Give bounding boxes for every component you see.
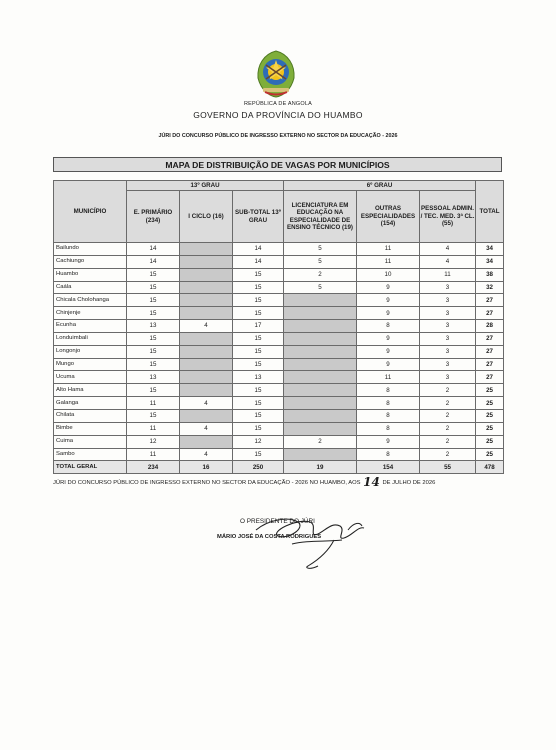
cell-i-ciclo	[180, 435, 233, 448]
cell-e-primario: 11	[127, 448, 180, 461]
cell-e-primario: 12	[127, 435, 180, 448]
cell-licenciatura	[284, 294, 357, 307]
cell-sub-total: 15	[233, 307, 284, 320]
cell-outras: 9	[357, 345, 420, 358]
header-i-ciclo: I CICLO (16)	[180, 191, 233, 243]
cell-outras: 9	[357, 435, 420, 448]
cell-i-ciclo: 4	[180, 397, 233, 410]
cell-e-primario: 13	[127, 371, 180, 384]
cell-outras: 9	[357, 358, 420, 371]
cell-pessoal: 2	[420, 397, 476, 410]
cell-total: 34	[476, 243, 504, 256]
cell-municipio: Chinjenje	[54, 307, 127, 320]
cell-total: 32	[476, 281, 504, 294]
cell-total: 27	[476, 345, 504, 358]
vacancies-table	[53, 180, 504, 474]
cell-municipio: Huambo	[54, 268, 127, 281]
cell-licenciatura	[284, 345, 357, 358]
cell-e-primario: 13	[127, 320, 180, 333]
cell-municipio: Cuima	[54, 435, 127, 448]
cell-licenciatura	[284, 320, 357, 333]
cell-sub-total: 15	[233, 268, 284, 281]
cell-e-primario: 14	[127, 243, 180, 256]
footer-line	[53, 475, 435, 489]
cell-licenciatura: 5	[284, 281, 357, 294]
cell-outras: 8	[357, 320, 420, 333]
table-row	[54, 422, 504, 435]
cell-outras: 8	[357, 448, 420, 461]
cell-licenciatura: 5	[284, 255, 357, 268]
cell-e-primario: 15	[127, 294, 180, 307]
cell-e-primario: 15	[127, 268, 180, 281]
footer-prefix: JÚRI DO CONCURSO PÚBLICO DE INGRESSO EXTERNO NO SECTOR DA EDUCAÇÃO - 2026 NO HUAMBO, AOS	[53, 480, 361, 486]
cell-municipio: Ucuma	[54, 371, 127, 384]
cell-outras: 9	[357, 281, 420, 294]
cell-e-primario: 11	[127, 422, 180, 435]
table-row	[54, 307, 504, 320]
cell-i-ciclo	[180, 371, 233, 384]
cell-sub-total: 17	[233, 320, 284, 333]
cell-pessoal: 2	[420, 422, 476, 435]
cell-licenciatura: 19	[284, 461, 357, 474]
table-row	[54, 281, 504, 294]
cell-i-ciclo	[180, 332, 233, 345]
cell-sub-total: 250	[233, 461, 284, 474]
cell-sub-total: 15	[233, 294, 284, 307]
cell-i-ciclo	[180, 345, 233, 358]
cell-sub-total: 15	[233, 384, 284, 397]
cell-i-ciclo	[180, 384, 233, 397]
cell-total: 38	[476, 268, 504, 281]
cell-e-primario: 15	[127, 307, 180, 320]
table-row	[54, 320, 504, 333]
cell-municipio: Mungo	[54, 358, 127, 371]
cell-outras: 11	[357, 255, 420, 268]
cell-total: 25	[476, 409, 504, 422]
cell-total: 27	[476, 307, 504, 320]
cell-municipio: Cachiungo	[54, 255, 127, 268]
cell-i-ciclo	[180, 243, 233, 256]
cell-pessoal: 3	[420, 307, 476, 320]
cell-licenciatura	[284, 307, 357, 320]
table-row	[54, 268, 504, 281]
cell-total: 25	[476, 422, 504, 435]
table-row	[54, 243, 504, 256]
cell-total: 478	[476, 461, 504, 474]
cell-sub-total: 15	[233, 358, 284, 371]
cell-sub-total: 15	[233, 397, 284, 410]
cell-total: 25	[476, 397, 504, 410]
cell-sub-total: 15	[233, 422, 284, 435]
cell-i-ciclo	[180, 255, 233, 268]
cell-total: 27	[476, 371, 504, 384]
cell-e-primario: 234	[127, 461, 180, 474]
cell-municipio: Caála	[54, 281, 127, 294]
cell-pessoal: 2	[420, 409, 476, 422]
president-title: O PRESIDENTE DO JÚRI	[240, 518, 315, 525]
cell-licenciatura	[284, 448, 357, 461]
header-group-6-grau: 6º GRAU	[284, 181, 476, 191]
jury-heading: JÚRI DO CONCURSO PÚBLICO DE INGRESSO EXTERNO NO SECTOR DA EDUCAÇÃO - 2026	[158, 133, 398, 139]
header-pessoal: PESSOAL ADMIN. / TEC. MED. 3ª CL. (55)	[420, 191, 476, 243]
cell-pessoal: 3	[420, 281, 476, 294]
cell-e-primario: 15	[127, 281, 180, 294]
cell-licenciatura	[284, 384, 357, 397]
cell-total: 25	[476, 435, 504, 448]
president-name: MÁRIO JOSÉ DA COSTA RODRIGUES	[217, 534, 322, 540]
cell-total: 25	[476, 384, 504, 397]
cell-outras: 8	[357, 384, 420, 397]
cell-i-ciclo: 4	[180, 422, 233, 435]
cell-pessoal: 3	[420, 294, 476, 307]
cell-pessoal: 3	[420, 371, 476, 384]
cell-pessoal: 11	[420, 268, 476, 281]
table-row	[54, 345, 504, 358]
cell-e-primario: 15	[127, 384, 180, 397]
total-row	[54, 461, 504, 474]
cell-municipio: TOTAL GERAL	[54, 461, 127, 474]
cell-outras: 11	[357, 371, 420, 384]
cell-municipio: Galanga	[54, 397, 127, 410]
header-e-primario: E. PRIMÁRIO (234)	[127, 191, 180, 243]
cell-e-primario: 14	[127, 255, 180, 268]
header-licenciatura: LICENCIATURA EM EDUCAÇÃO NA ESPECIALIDADE DE ENSINO TÉCNICO (19)	[284, 191, 357, 243]
cell-e-primario: 15	[127, 358, 180, 371]
cell-outras: 8	[357, 422, 420, 435]
cell-total: 25	[476, 448, 504, 461]
header-outras: OUTRAS ESPECIALIDADES (154)	[357, 191, 420, 243]
cell-outras: 10	[357, 268, 420, 281]
table-row	[54, 409, 504, 422]
header-sub-total: SUB-TOTAL 13º GRAU	[233, 191, 284, 243]
cell-municipio: Chicala Cholohanga	[54, 294, 127, 307]
cell-municipio: Londuimbali	[54, 332, 127, 345]
cell-licenciatura	[284, 371, 357, 384]
cell-total: 27	[476, 294, 504, 307]
cell-outras: 9	[357, 294, 420, 307]
cell-licenciatura: 2	[284, 268, 357, 281]
table-row	[54, 332, 504, 345]
government-label: GOVERNO DA PROVÍNCIA DO HUAMBO	[193, 110, 363, 120]
cell-municipio: Ecunha	[54, 320, 127, 333]
cell-pessoal: 2	[420, 435, 476, 448]
cell-i-ciclo: 4	[180, 320, 233, 333]
cell-sub-total: 15	[233, 448, 284, 461]
table-row	[54, 371, 504, 384]
table-row	[54, 358, 504, 371]
cell-outras: 8	[357, 409, 420, 422]
cell-licenciatura: 2	[284, 435, 357, 448]
cell-e-primario: 11	[127, 397, 180, 410]
footer-suffix: DE JULHO DE 2026	[382, 480, 436, 486]
map-title: MAPA DE DISTRIBUIÇÃO DE VAGAS POR MUNICÍPIOS	[53, 157, 502, 172]
cell-municipio: Bimbe	[54, 422, 127, 435]
cell-pessoal: 3	[420, 320, 476, 333]
cell-pessoal: 4	[420, 255, 476, 268]
cell-total: 27	[476, 332, 504, 345]
cell-i-ciclo	[180, 294, 233, 307]
cell-municipio: Longonjo	[54, 345, 127, 358]
table-row	[54, 384, 504, 397]
cell-e-primario: 15	[127, 345, 180, 358]
table-row	[54, 397, 504, 410]
cell-licenciatura	[284, 422, 357, 435]
cell-sub-total: 13	[233, 371, 284, 384]
handwritten-signature	[248, 500, 388, 580]
cell-sub-total: 15	[233, 332, 284, 345]
cell-municipio: Bailundo	[54, 243, 127, 256]
cell-pessoal: 55	[420, 461, 476, 474]
cell-pessoal: 2	[420, 448, 476, 461]
table-row	[54, 255, 504, 268]
cell-sub-total: 15	[233, 409, 284, 422]
table-row	[54, 435, 504, 448]
cell-pessoal: 4	[420, 243, 476, 256]
cell-municipio: Sambo	[54, 448, 127, 461]
table-row	[54, 448, 504, 461]
table-body	[54, 243, 504, 474]
cell-pessoal: 3	[420, 358, 476, 371]
cell-licenciatura: 5	[284, 243, 357, 256]
cell-outras: 154	[357, 461, 420, 474]
cell-licenciatura	[284, 409, 357, 422]
cell-e-primario: 15	[127, 332, 180, 345]
footer-day: 14	[363, 475, 380, 489]
header-municipio: MUNICÍPIO	[54, 181, 127, 243]
cell-total: 27	[476, 358, 504, 371]
header-group-13-grau: 13º GRAU	[127, 181, 284, 191]
cell-pessoal: 2	[420, 384, 476, 397]
angola-coat-of-arms-emblem	[252, 48, 300, 100]
cell-i-ciclo	[180, 307, 233, 320]
cell-total: 28	[476, 320, 504, 333]
cell-municipio: Alto Hama	[54, 384, 127, 397]
header-total: TOTAL	[476, 181, 504, 243]
cell-i-ciclo: 4	[180, 448, 233, 461]
table-row	[54, 294, 504, 307]
cell-licenciatura	[284, 358, 357, 371]
cell-sub-total: 15	[233, 281, 284, 294]
cell-sub-total: 14	[233, 255, 284, 268]
cell-i-ciclo	[180, 358, 233, 371]
cell-pessoal: 3	[420, 332, 476, 345]
cell-outras: 8	[357, 397, 420, 410]
cell-total: 34	[476, 255, 504, 268]
cell-sub-total: 15	[233, 345, 284, 358]
cell-i-ciclo	[180, 409, 233, 422]
cell-outras: 11	[357, 243, 420, 256]
cell-i-ciclo: 16	[180, 461, 233, 474]
cell-outras: 9	[357, 307, 420, 320]
cell-e-primario: 15	[127, 409, 180, 422]
cell-sub-total: 14	[233, 243, 284, 256]
cell-licenciatura	[284, 397, 357, 410]
cell-sub-total: 12	[233, 435, 284, 448]
cell-i-ciclo	[180, 268, 233, 281]
cell-licenciatura	[284, 332, 357, 345]
republic-label: REPÚBLICA DE ANGOLA	[244, 101, 312, 107]
cell-municipio: Chilata	[54, 409, 127, 422]
cell-i-ciclo	[180, 281, 233, 294]
cell-outras: 9	[357, 332, 420, 345]
cell-pessoal: 3	[420, 345, 476, 358]
